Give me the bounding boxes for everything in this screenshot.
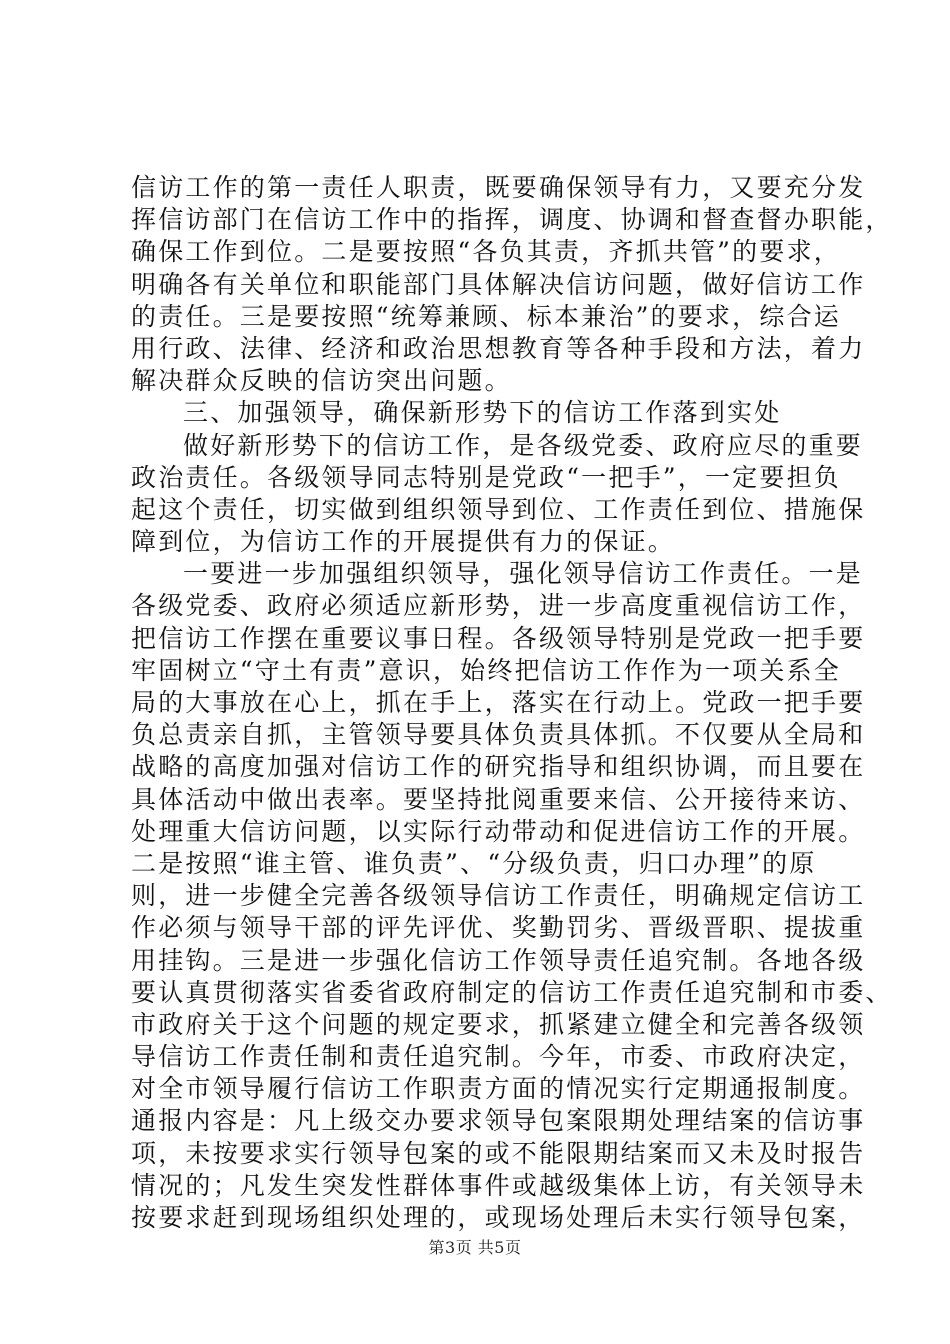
text-line: 战略的高度加强对信访工作的研究指导和组织协调，而且要在: [131, 752, 866, 782]
text-line: 则，进一步健全完善各级领导信访工作责任，明确规定信访工: [131, 881, 866, 911]
text-line: 做好新形势下的信访工作，是各级党委、政府应尽的重要: [183, 430, 864, 460]
text-line: 三、加强领导，确保新形势下的信访工作落到实处: [183, 398, 782, 428]
text-line: 市政府关于这个问题的规定要求，抓紧建立健全和完善各级领: [131, 1009, 866, 1039]
text-line: 各级党委、政府必须适应新形势，进一步高度重视信访工作，: [131, 591, 866, 621]
text-line: 对全市领导履行信访工作职责方面的情况实行定期通报制度。: [131, 1074, 866, 1104]
text-line: 按要求赶到现场组织处理的，或现场处理后未实行领导包案，: [131, 1203, 866, 1232]
text-line: 作必须与领导干部的评先评优、奖勤罚劣、晋级晋职、提拔重: [131, 913, 866, 943]
text-line: 情况的；凡发生突发性群体事件或越级集体上访，有关领导未: [131, 1170, 866, 1200]
page-footer: 第3页 共5页: [428, 1238, 522, 1257]
text-line: 通报内容是：凡上级交办要求领导包案限期处理结案的信访事: [131, 1106, 866, 1136]
text-line: 政治责任。各级领导同志特别是党政“一把手”，一定要担负: [131, 462, 841, 492]
text-line: 导信访工作责任制和责任追究制。今年，市委、市政府决定，: [131, 1042, 866, 1072]
text-line: 要认真贯彻落实省委省政府制定的信访工作责任追究制和市委、: [131, 977, 893, 1007]
text-line: 一要进一步加强组织领导，强化领导信访工作责任。一是: [183, 559, 864, 589]
text-line: 解决群众反映的信访突出问题。: [131, 366, 512, 396]
text-line: 的责任。三是要按照“统筹兼顾、标本兼治”的要求，综合运: [131, 301, 841, 331]
text-line: 项，未按要求实行领导包案的或不能限期结案而又未及时报告: [131, 1138, 866, 1168]
text-line: 用行政、法律、经济和政治思想教育等各种手段和方法，着力: [131, 333, 866, 363]
text-line: 具体活动中做出表率。要坚持批阅重要来信、公开接待来访、: [131, 784, 866, 814]
text-line: 二是按照“谁主管、谁负责”、“分级负责，归口办理”的原: [131, 848, 817, 878]
text-line: 确保工作到位。二是要按照“各负其责，齐抓共管”的要求，: [131, 237, 841, 267]
document-body: [131, 172, 893, 1234]
text-line: 把信访工作摆在重要议事日程。各级领导特别是党政一把手要: [131, 623, 866, 653]
text-line: 挥信访部门在信访工作中的指挥，调度、协调和督查督办职能，: [131, 205, 893, 235]
text-line: 起这个责任，切实做到组织领导到位、工作责任到位、措施保: [131, 494, 866, 524]
text-line: 障到位，为信访工作的开展提供有力的保证。: [131, 527, 676, 557]
text-line: 负总责亲自抓，主管领导要具体负责具体抓。不仅要从全局和: [131, 720, 866, 750]
text-line: 信访工作的第一责任人职责，既要确保领导有力，又要充分发: [131, 173, 866, 202]
text-line: 明确各有关单位和职能部门具体解决信访问题，做好信访工作: [131, 269, 866, 299]
text-line: 局的大事放在心上，抓在手上，落实在行动上。党政一把手要: [131, 688, 866, 717]
text-line: 牢固树立“守土有责”意识，始终把信访工作作为一项关系全: [131, 655, 841, 685]
text-line: 处理重大信访问题，以实际行动带动和促进信访工作的开展。: [131, 816, 866, 846]
text-line: 用挂钩。三是进一步强化信访工作领导责任追究制。各地各级: [131, 945, 866, 975]
